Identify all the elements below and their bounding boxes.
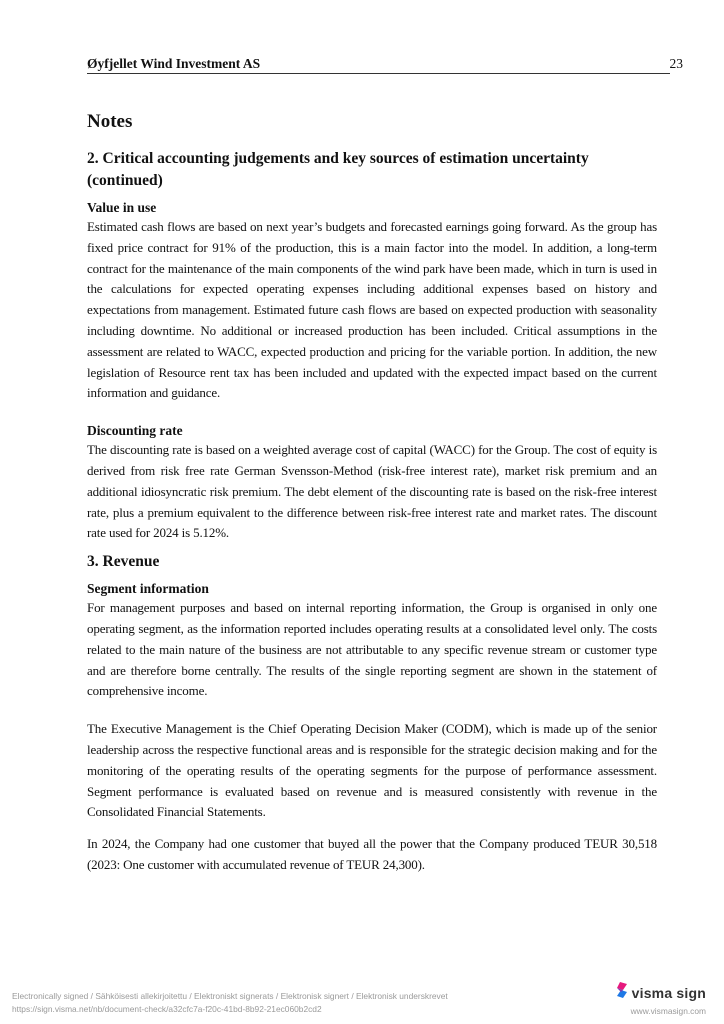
paragraph-segment-2: The Executive Management is the Chief Operating Decision Maker (CODM), which is made up of the senior leadership across the respective functional areas and is responsible for the strategic decision making and for the monitoring of the operating results of the operating segments for the purpose of performance assessment. Segment performance is evaluated based on revenue and is measured consistently with revenue in the Consolidated Financial Statements. [87, 721, 657, 820]
brand-name: visma sign [631, 984, 706, 1001]
paragraph-discounting-rate: The discounting rate is based on a weighted average cost of capital (WACC) for the Group. The cost of equity is derived from risk free rate German Svensson-Method (risk-free interest rate), market risk premium and an additional idiosyncratic risk premium. The debt element of the discounting rate is based on the risk-free interest rate, plus a premium equivalent to the difference between risk-free interest rate and market rates. The discount rate used for 2024 is 5.12%. [87, 442, 657, 541]
paragraph-segment-1: For management purposes and based on internal reporting information, the Group is organised in only one operating segment, as the information reported includes operating results at a consolidated level only. The costs related to the main nature of the business are not attributable to any specific revenue stream or customer type and are therefore borne centrally. The results of the single reporting segment are shown in the statement of comprehensive income. [87, 600, 657, 699]
page-number: 23 [669, 56, 683, 71]
section-heading-critical-judgements: 2. Critical accounting judgements and key sources of estimation uncertainty (continued) [87, 150, 589, 189]
signature-footer [12, 990, 448, 1015]
visma-sign-logo-icon [616, 982, 628, 1003]
subheading-value-in-use: Value in use [87, 200, 157, 215]
visma-sign-branding [596, 982, 706, 1016]
document-check-link[interactable]: https://sign.visma.net/nb/document-check/a32cfc7a-f20c-41bd-8b92-21ec060b2cd2 [12, 1003, 322, 1014]
subheading-discounting-rate: Discounting rate [87, 423, 183, 439]
paragraph-segment-3: In 2024, the Company had one customer that buyed all the power that the Company produced TEUR 30,518 (2023: One customer with accumulated revenue of TEUR 24,300). [87, 836, 657, 872]
header-divider [87, 73, 670, 74]
paragraph-value-in-use: Estimated cash flows are based on next year’s budgets and forecasted earnings going forward. As the group has fixed price contract for 91% of the production, this is a main factor into the model. In addition, a long-term contract for the maintenance of the main components of the wind park have been made, which in turn is used in the calculations for expected operating expenses including additional expenses based on history and expectations from management. Estimated future cash flows are based on expected production with seasonality including downtime. No additional or increased production has been included. Critical assumptions in the assessment are related to WACC, expected production and pricing for the variable portion. In addition, the new legislation of Resource rent tax has been included and updated with the expected impact based on the current information and guidance. [87, 219, 657, 401]
subheading-segment-information: Segment information [87, 581, 209, 597]
company-name: Øyfjellet Wind Investment AS [87, 56, 261, 71]
section-heading-revenue: 3. Revenue [87, 553, 160, 571]
page-header [87, 56, 683, 73]
document-body [87, 108, 657, 876]
brand-url[interactable]: www.vismasign.com [630, 1006, 706, 1016]
signature-statement: Electronically signed / Sähköisesti allekirjoitettu / Elektroniskt signerats / Elektronisk signert / Elektronisk underskrevet [12, 991, 448, 1001]
page-title: Notes [87, 111, 133, 132]
